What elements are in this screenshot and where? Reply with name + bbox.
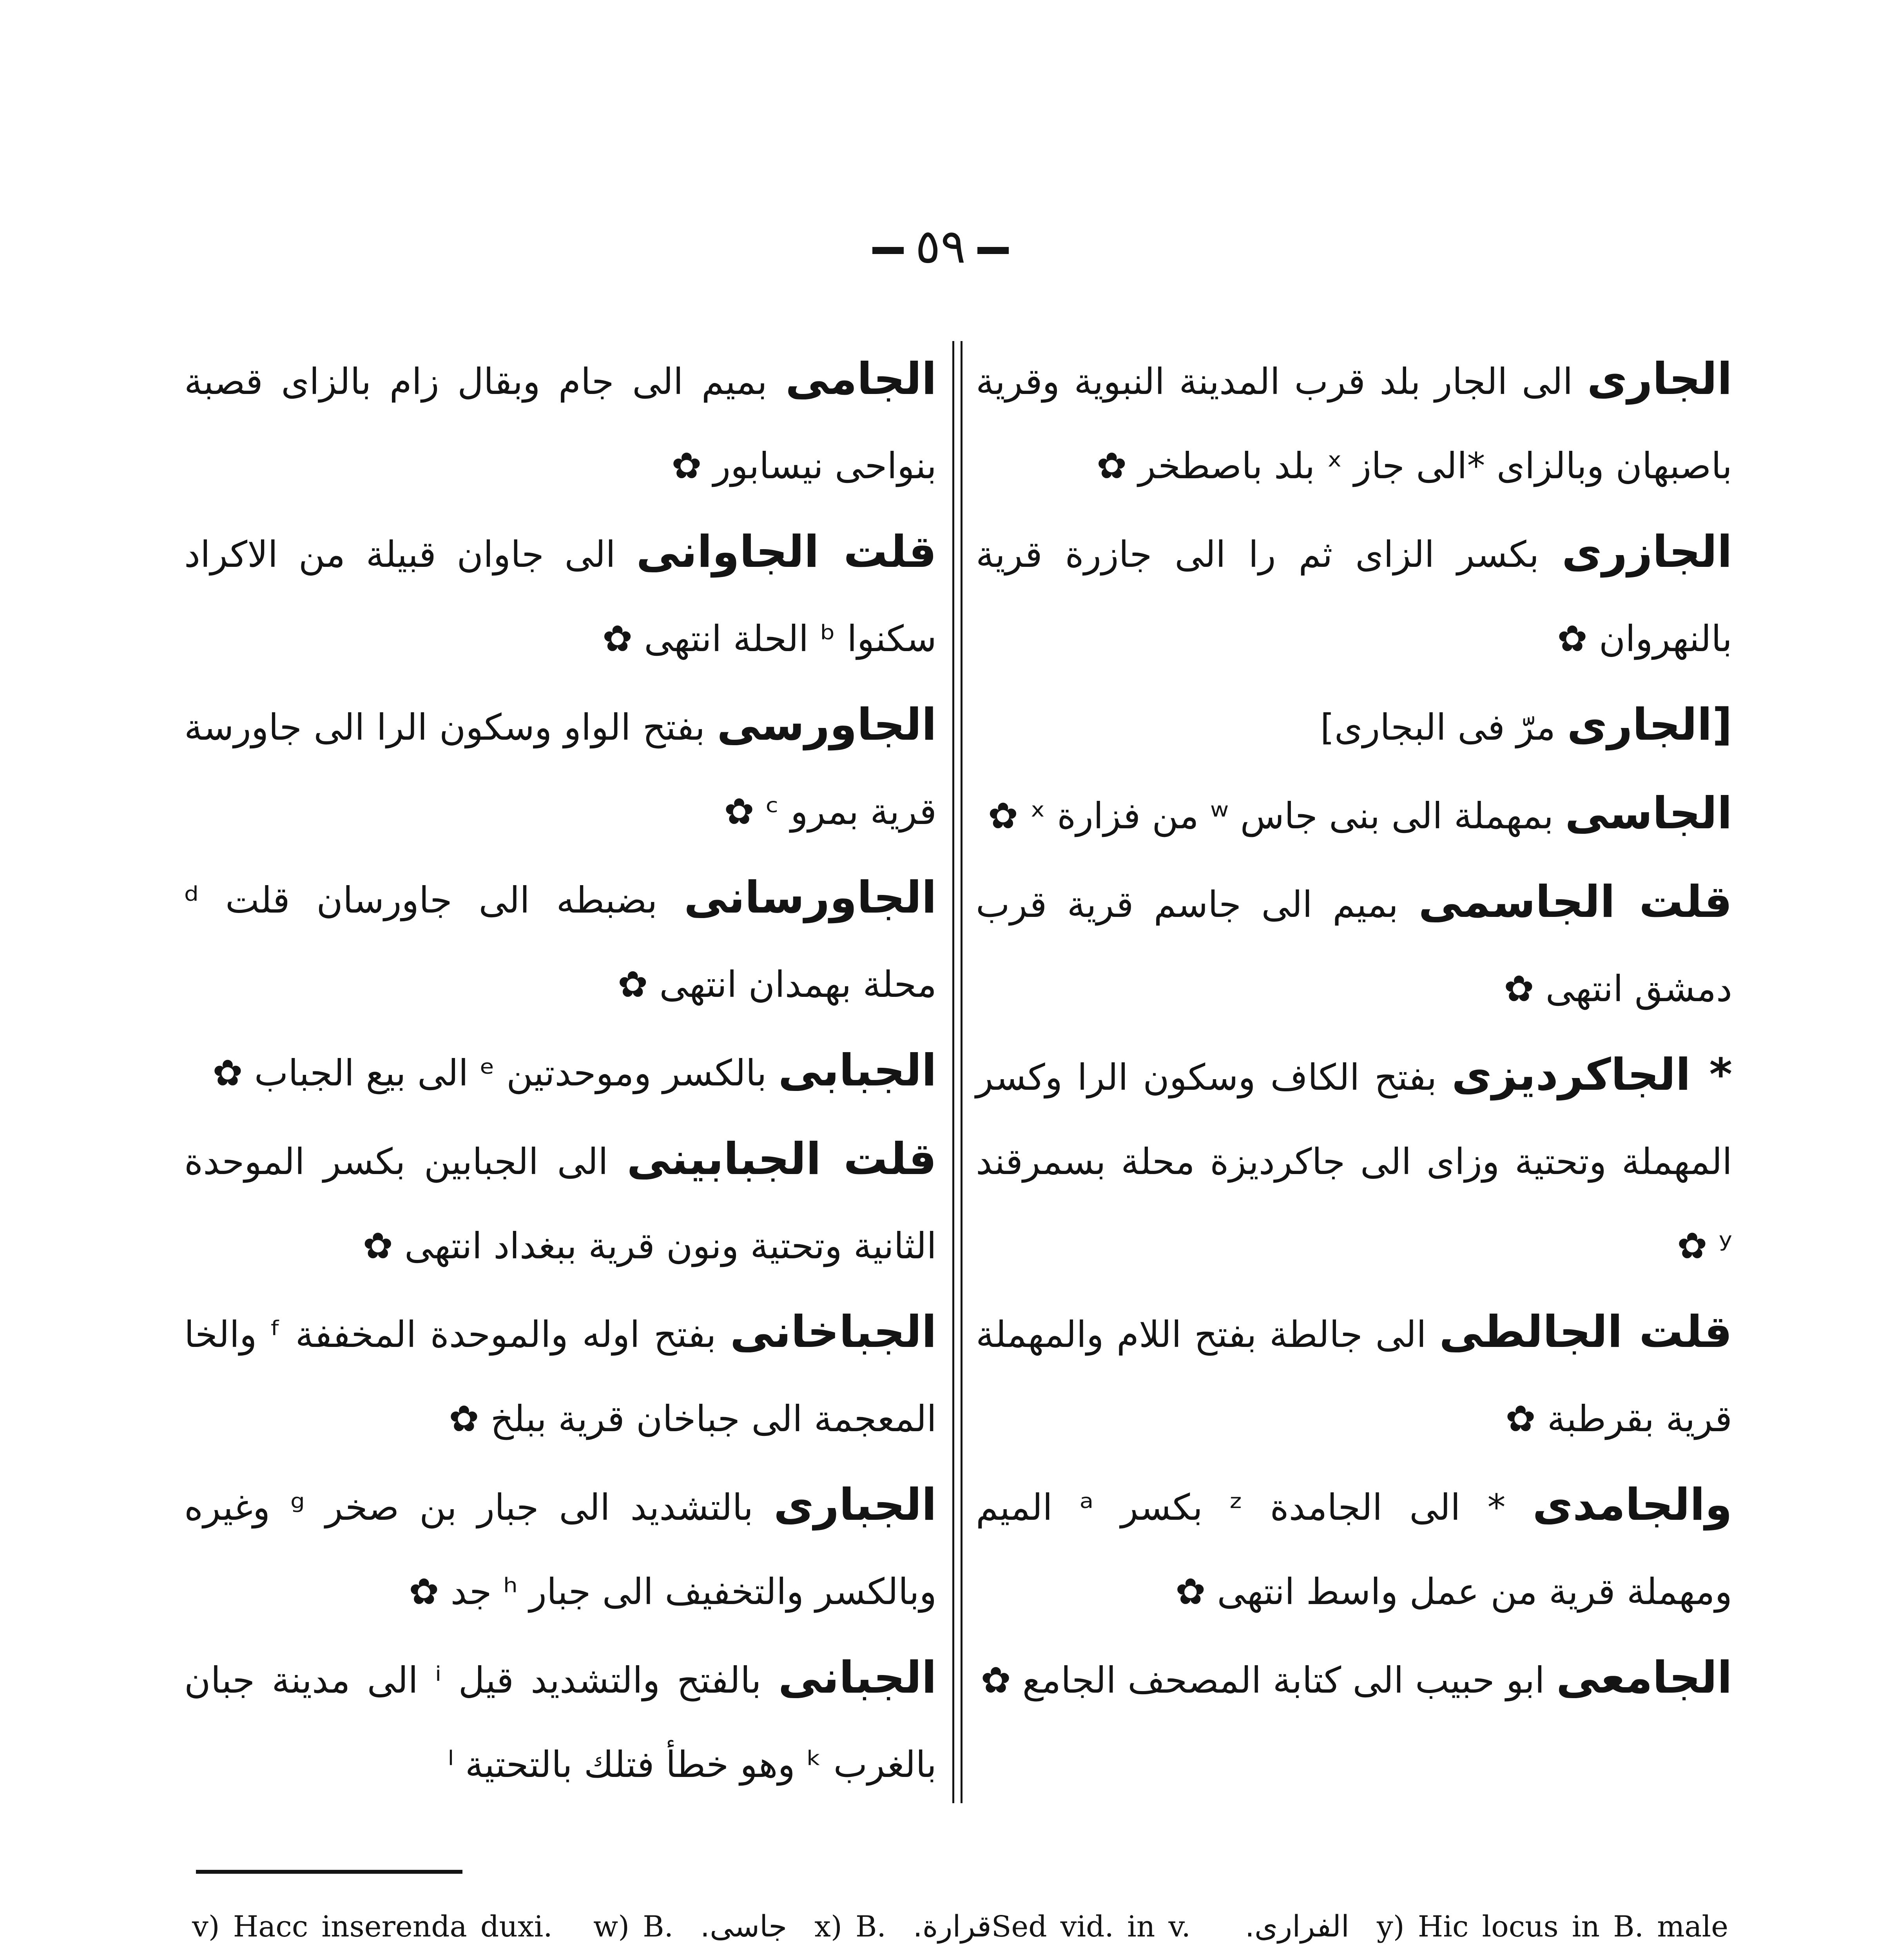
dictionary-entry [184, 1290, 937, 1461]
entry-text: الى الجبابين بكسر الموحدة الثانية وتحتية ونون قرية ببغداد انتهى ✿ [184, 1141, 937, 1267]
entry-text: الى جاوان قبيلة من الاكراد سكنوا ᵇ الحلة انتهى ✿ [184, 534, 937, 660]
entry-text: * الى الجامدة ᶻ بكسر ᵃ الميم ومهملة قرية من عمل واسط انتهى ✿ [976, 1486, 1732, 1613]
entry-text: بفتح اوله والموحدة المخففة ᶠ والخا المعجمة الى جباخان قرية ببلخ ✿ [184, 1314, 937, 1440]
left-column [184, 337, 937, 1809]
footnote-latin-after: Sed vid. in v. [991, 1910, 1204, 1944]
footnote-latin: Hic locus in B. male [1418, 1910, 1728, 1944]
entry-headword: الجباخانى [730, 1307, 937, 1357]
dictionary-entry [184, 337, 937, 508]
footnote-latin: B. [643, 1910, 687, 1944]
footnote-mark: v) [192, 1910, 233, 1944]
footnote-arabic: جاسى. [687, 1909, 787, 1944]
entry-text: الى الجار بلد قرب المدينة النبوية وقرية باصبهان وبالزاى *الى جاز ˣ بلد باصطخر ✿ [976, 361, 1732, 487]
entry-text: الى جالطة بفتح اللام والمهملة قرية بقرطبة ✿ [976, 1314, 1732, 1440]
footnote [1231, 1910, 1349, 1944]
entry-headword: الجبانى [778, 1652, 937, 1703]
entry-text: بمهملة الى بنى جاس ʷ من فزارة ˣ ✿ [988, 795, 1565, 837]
footnote [192, 1910, 566, 1944]
footnote [814, 1910, 1204, 1944]
dictionary-entry [976, 337, 1732, 508]
entry-text: مرّ فى البجارى] [1320, 706, 1567, 748]
entry-headword: والجامدى [1532, 1479, 1733, 1530]
footnote-mark: y) [1376, 1910, 1418, 1944]
entry-text: بالتشديد الى جبار بن صخر ᵍ وغيره وبالكسر والتخفيف الى جبار ʰ جد ✿ [184, 1486, 937, 1613]
dictionary-entry [184, 1117, 937, 1288]
entry-text: بفتح الواو وسكون الرا الى جاورسة قرية بمرو ᶜ ✿ [184, 706, 937, 833]
footnotes [192, 1897, 1728, 1960]
dictionary-entry [184, 510, 937, 681]
entry-headword: الجارى [1587, 354, 1732, 405]
footnote-arabic: قرارة. [899, 1909, 992, 1944]
entry-headword: الجامعى [1556, 1652, 1732, 1703]
page-number-dash [977, 247, 1009, 254]
footnote-mark: w) [593, 1910, 643, 1944]
dictionary-entry [976, 771, 1732, 858]
entry-text: بميم الى جاسم قرية قرب دمشق انتهى ✿ [976, 884, 1732, 1010]
footnote-latin: B. [855, 1910, 899, 1944]
dictionary-entry [184, 1636, 937, 1807]
entry-headword: الجبارى [773, 1479, 937, 1530]
dictionary-entry [976, 1636, 1732, 1722]
entry-headword: قلت الجاسمى [1418, 877, 1733, 927]
entry-text: ابو حبيب الى كتابة المصحف الجامع ✿ [981, 1659, 1556, 1701]
dictionary-entry [976, 510, 1732, 681]
page-number [831, 220, 1050, 274]
footnote-mark: x) [814, 1910, 856, 1944]
entry-headword: قلت الجاوانى [636, 526, 937, 577]
dictionary-entry [976, 1033, 1732, 1288]
footnote-arabic: الفرارى. [1231, 1909, 1349, 1944]
entry-headword: [الجارى [1567, 699, 1732, 750]
dictionary-entry [976, 1290, 1732, 1461]
entry-headword: قلت الجالطى [1439, 1307, 1732, 1357]
entry-headword: الجاورسانى [684, 872, 937, 923]
footnote [593, 1910, 787, 1944]
entry-text: بميم الى جام وبقال زام بالزاى قصبة بنواحى نيسابور ✿ [184, 361, 937, 487]
entry-headword: الجازرى [1562, 526, 1732, 577]
entry-headword: الجبابى [778, 1045, 937, 1096]
entry-text: بفتح الكاف وسكون الرا وكسر المهملة وتحتية وزاى الى جاكرديزة محلة بسمرقند ʸ ✿ [976, 1056, 1732, 1267]
entry-headword: الجامى [785, 354, 937, 405]
page-number-text: ٥٩ [915, 220, 966, 274]
dictionary-entry [976, 683, 1732, 769]
dictionary-entry [184, 683, 937, 854]
entry-headword: * الجاكرديزى [1452, 1049, 1733, 1100]
entry-text: بالكسر وموحدتين ᵉ الى بيع الجباب ✿ [212, 1052, 778, 1094]
footnote-latin: Hacc inserenda duxi. [233, 1910, 566, 1944]
dictionary-entry [976, 860, 1732, 1031]
entry-text: بضبطه الى جاورسان قلت ᵈ محلة بهمدان انتهى ✿ [184, 879, 937, 1005]
column-divider [952, 341, 963, 1803]
dictionary-entry [976, 1463, 1732, 1634]
dictionary-entry [184, 1029, 937, 1115]
dictionary-entry [184, 1463, 937, 1634]
page-number-dash [872, 247, 904, 254]
right-column [976, 337, 1732, 1724]
entry-headword: قلت الجبابينى [627, 1134, 937, 1185]
entry-headword: الجاسى [1565, 788, 1732, 839]
dictionary-entry [184, 856, 937, 1027]
entry-text: بالفتح والتشديد قيل ⁱ الى مدينة جبان بالغرب ᵏ وهو خطأ فتلك بالتحتية ˡ [184, 1659, 937, 1786]
entry-headword: الجاورسى [717, 699, 937, 750]
footnote-rule [196, 1870, 462, 1874]
entry-text: بكسر الزاى ثم را الى جازرة قرية بالنهروان ✿ [976, 534, 1732, 660]
